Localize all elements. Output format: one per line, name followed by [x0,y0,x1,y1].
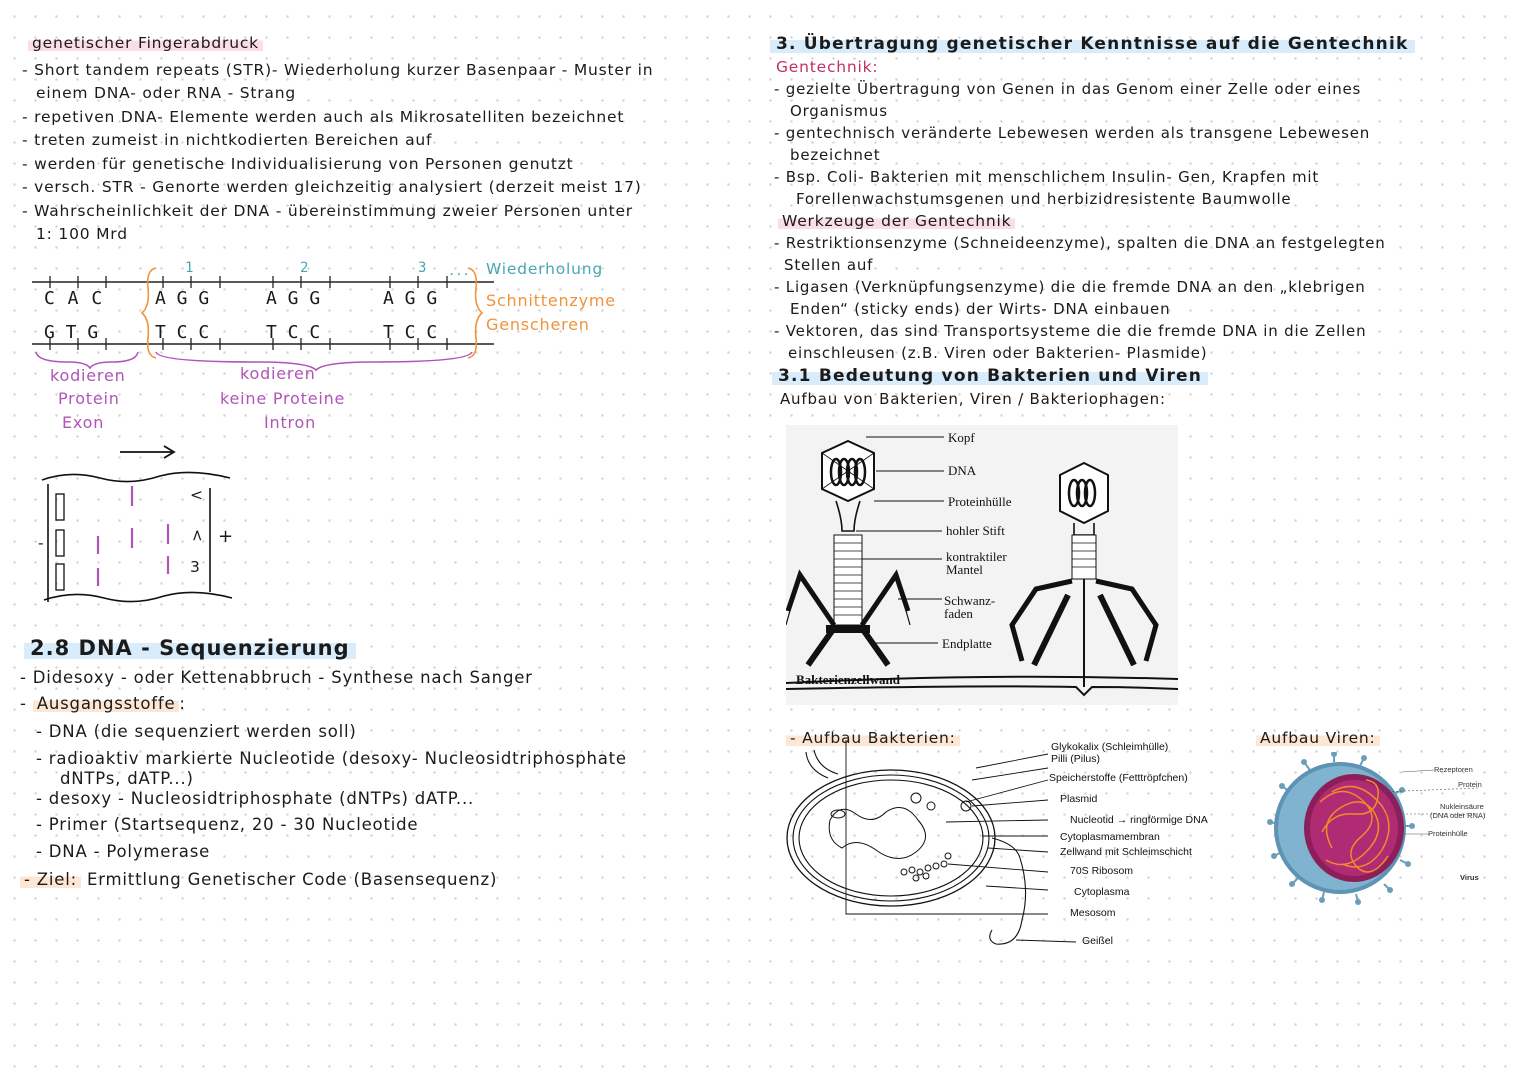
gel-minus: - [38,534,45,552]
virus-heading: Aufbau Viren: [1256,729,1380,747]
noncoding-label: keine Proteine [220,389,346,408]
bottom-strand-repeat: T C C [383,322,438,343]
bottom-strand-repeat: T C C [266,322,321,343]
text-line: - treten zumeist in nichtkodierten Bereichen auf [22,131,433,149]
virus-label: Proteinhülle [1428,829,1468,838]
gel-size-mark: < [190,486,204,504]
material-item: - desoxy - Nucleosidtriphosphate (dNTPs) dATP... [36,789,475,808]
gel-size-mark: > [187,528,206,542]
label-repeat: Wiederholung [486,260,604,278]
text-line: - Didesoxy - oder Kettenabbruch - Synthese nach Sanger [20,668,533,687]
bacteria-label: Glykokalix (Schleimhülle) [1051,741,1169,753]
gel-plus: + [218,526,234,547]
gel-sketch [30,440,250,615]
top-strand-repeat: A G G [266,288,321,309]
top-strand-repeat: A G G [155,288,210,309]
exon-label: Exon [62,413,105,432]
gentechnik-heading: 3. Übertragung genetischer Kenntnisse auf die Gentechnik [770,34,1415,54]
bacteria-label: 70S Ribosom [1070,865,1134,877]
bacteria-label: Geißel [1082,935,1113,947]
materials-label: Ausgangsstoffe [33,694,180,713]
goal-label: - Ziel: [20,870,81,889]
gel-drawing [30,440,250,615]
virus-figure [1262,752,1502,912]
text-line: Forellenwachstumsgenen und herbizidresistente Baumwolle [796,190,1292,208]
phage-figure [786,425,1178,705]
virus-label: Virus [1460,873,1479,882]
text-line: 1: 100 Mrd [36,225,128,243]
label-genescissors: Genscheren [486,315,590,334]
phage-label: hohler Stift [946,523,1005,538]
text-line: - gezielte Übertragung von Genen in das Genom einer Zelle oder eines [774,80,1362,98]
material-item: - radioaktiv markierte Nucleotide (desoxy- Nucleosidtriphosphate [36,749,627,768]
text-line: - Bsp. Coli- Bakterien mit menschlichem Insulin- Gen, Krapfen mit [774,168,1319,186]
phage-label: Kopf [948,430,975,445]
coding-label: Protein [58,389,120,408]
text-line: - repetiven DNA- Elemente werden auch als Mikrosatelliten bezeichnet [22,108,625,126]
coding-label: kodieren [50,366,126,385]
phage-label: Mantel [946,562,983,577]
structure-sub: Aufbau von Bakterien, Viren / Bakteriophagen: [780,390,1166,408]
top-strand-flank: C A C [44,288,103,309]
bacteria-label: Plasmid [1060,793,1098,805]
phage-label: Bakterienzellwand [796,672,900,687]
virus-label: Nukleinsäure [1440,802,1484,811]
bacteria-label: Cytoplasmamembran [1060,831,1160,843]
phage-label: DNA [948,463,977,478]
phage-label: Endplatte [942,636,992,651]
repeat-ellipsis: ... [448,264,470,278]
bottom-strand-flank: G T G [44,322,99,343]
phage-label: kontraktiler [946,549,1007,564]
fingerprint-title: genetischer Fingerabdruck [28,34,263,52]
text-line: - Wahrscheinlichkeit der DNA - übereinstimmung zweier Personen unter [22,202,633,220]
bacteria-label: Mesosom [1070,907,1116,919]
repeat-number: 3 [418,260,427,276]
gentechnik-sub: Gentechnik: [776,58,879,76]
bottom-strand-repeat: T C C [155,322,210,343]
goal-text: Ermittlung Genetischer Code (Basensequenz) [87,870,498,889]
text-line: bezeichnet [790,146,881,164]
phage-label: Schwanz- [944,593,996,608]
virus-label: Rezeptoren [1434,765,1473,774]
text-line: Stellen auf [784,256,874,274]
str-diagram [28,258,628,438]
repeat-number: 2 [300,260,309,276]
repeat-number: 1 [185,260,194,276]
phage-label: Proteinhülle [948,494,1012,509]
text-line: Organismus [790,102,888,120]
bacteria-label: Zellwand mit Schleimschicht [1060,846,1192,858]
virus-label: Protein [1458,780,1482,789]
tools-heading: Werkzeuge der Gentechnik [778,212,1015,230]
text-line: - versch. STR - Genorte werden gleichzeitig analysiert (derzeit meist 17) [22,178,642,196]
text-line: - Restriktionsenzyme (Schneideenzyme), spalten die DNA an festgelegten [774,234,1386,252]
heading-3-1: 3.1 Bedeutung von Bakterien und Viren [772,366,1208,386]
material-item: - DNA (die sequenziert werden soll) [36,722,357,741]
material-item: - Primer (Startsequenz, 20 - 30 Nucleotide [36,815,419,834]
top-strand-repeat: A G G [383,288,438,309]
gel-size-mark: 3 [190,558,201,576]
noncoding-label: kodieren [240,364,316,383]
intron-label: Intron [264,413,317,432]
phage-label: faden [944,606,973,621]
text-line: - Ligasen (Verknüpfungsenzyme) die die fremde DNA an den „klebrigen [774,278,1366,296]
text-line: - werden für genetische Individualisierung von Personen genutzt [22,155,574,173]
sequencing-heading: 2.8 DNA - Sequenzierung [24,636,356,660]
material-item: - DNA - Polymerase [36,842,211,861]
text-line: Enden“ (sticky ends) der Wirts- DNA einbauen [790,300,1171,318]
text-line: einschleusen (z.B. Viren oder Bakterien- Plasmide) [788,344,1208,362]
text-line: - gentechnisch veränderte Lebewesen werden als transgene Lebewesen [774,124,1371,142]
material-item: dNTPs, dATP...) [60,769,194,788]
bacteria-heading: - Aufbau Bakterien: [786,729,960,747]
bacteria-label: Nucleotid → ringförmige DNA [1070,814,1208,826]
bacteria-figure [786,740,1246,955]
bacteria-label: Cytoplasma [1074,886,1130,898]
text-line: - Vektoren, das sind Transportsysteme die die fremde DNA in die Zellen [774,322,1367,340]
bacteria-label: Pilli (Pilus) [1051,753,1101,765]
virus-label: (DNA oder RNA) [1430,811,1486,820]
materials-colon: : [179,694,186,713]
label-enzyme: Schnittenzyme [486,291,616,310]
text-line: einem DNA- oder RNA - Strang [36,84,296,102]
text-line: - Short tandem repeats (STR)- Wiederholung kurzer Basenpaar - Muster in [22,61,654,79]
bacteria-label: Speicherstoffe (Fetttröpfchen) [1049,772,1188,784]
